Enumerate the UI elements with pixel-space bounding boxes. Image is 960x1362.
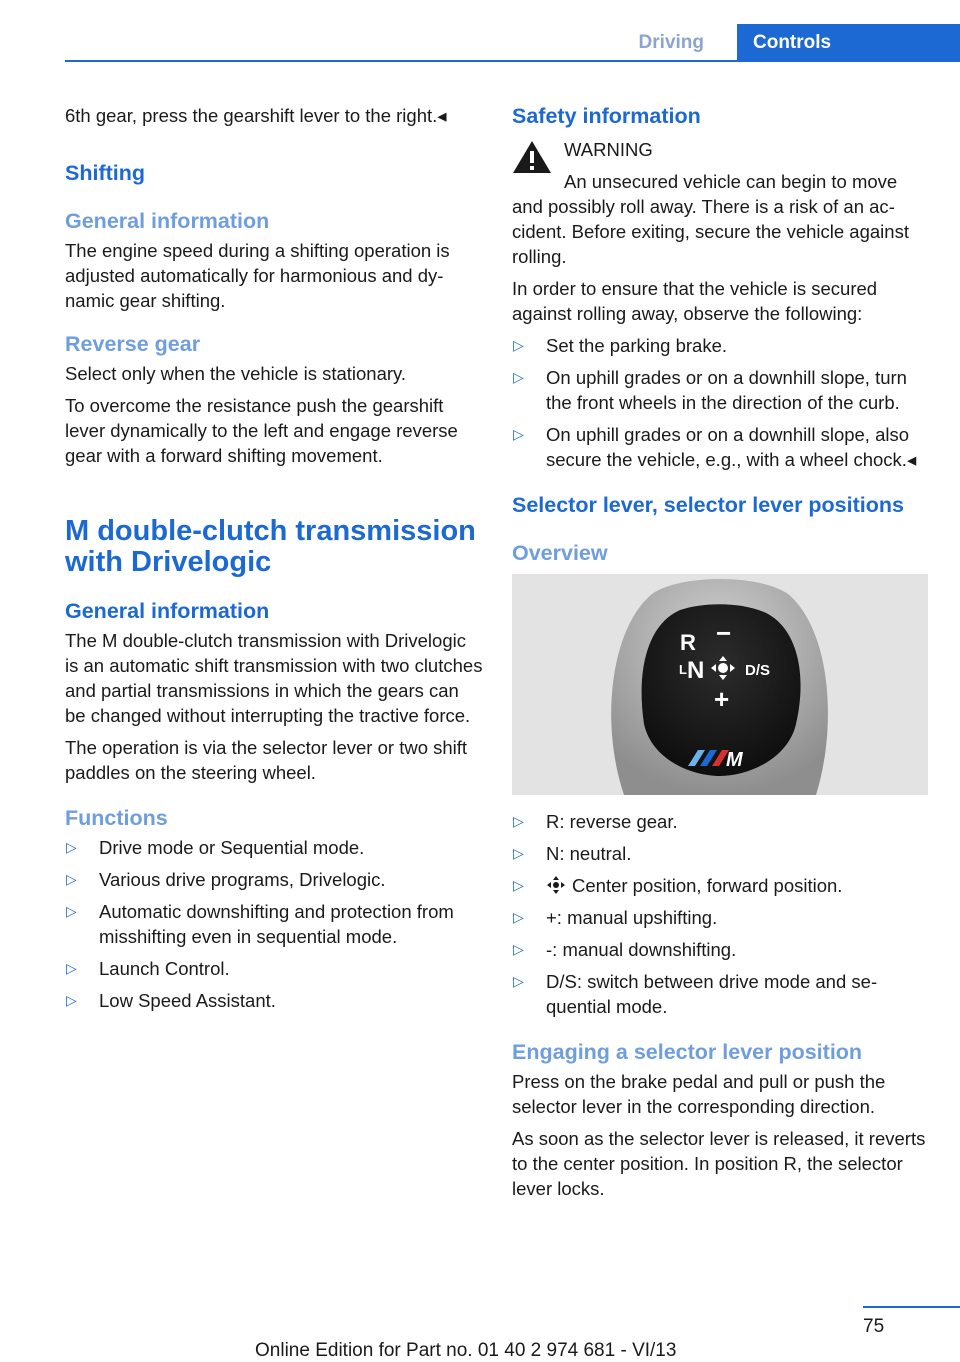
center-position-icon xyxy=(546,876,566,894)
warning-block xyxy=(512,137,930,269)
heading-overview: Overview xyxy=(512,541,608,565)
heading-engaging: Engaging a selector lever position xyxy=(512,1040,863,1064)
triangle-bullet-icon: ▷ xyxy=(513,813,524,829)
triangle-bullet-icon: ▷ xyxy=(513,973,524,989)
svg-text:M: M xyxy=(726,749,743,771)
triangle-bullet-icon: ▷ xyxy=(513,845,524,861)
list-item: ▷ On uphill grades or on a downhill slope, also secure the vehicle, e.g., with a wheel chock.◂ xyxy=(513,424,917,470)
general-information-2-text-b: The operation is via the selector lever or two shift paddles on the steering wheel. xyxy=(65,737,468,783)
warning-text: An unsecured vehicle can begin to move and possibly roll away. There is a risk of an accident. Before exiting, secure the vehicle against rolling. xyxy=(512,171,909,267)
engaging-text-2: As soon as the selector lever is released, it reverts to the center position. In position R, the selector lever locks. xyxy=(512,1128,926,1199)
selector-lever-illustration xyxy=(512,574,928,795)
ensure-paragraph: In order to ensure that the vehicle is secured against rolling away, observe the following: xyxy=(512,278,878,324)
triangle-bullet-icon: ▷ xyxy=(513,369,524,385)
heading-general-information-1: General information xyxy=(65,209,270,233)
triangle-bullet-icon: ▷ xyxy=(513,877,524,893)
list-item: ▷ Drive mode or Sequential mode. xyxy=(66,837,365,858)
list-item: ▷ Center position, forward position. xyxy=(513,875,843,896)
triangle-bullet-icon: ▷ xyxy=(513,941,524,957)
list-item: ▷ -: manual downshifting. xyxy=(513,939,737,960)
list-item: ▷ N: neutral. xyxy=(513,843,632,864)
footer-rule xyxy=(863,1306,960,1308)
selector-lever-image xyxy=(512,574,928,795)
knob-label-l: L xyxy=(679,662,687,677)
knob-label-minus: − xyxy=(716,618,732,648)
functions-list xyxy=(65,835,483,1013)
list-item: ▷ R: reverse gear. xyxy=(513,811,678,832)
list-item: ▷ Various drive programs, Drivelogic. xyxy=(66,869,386,890)
header-rule xyxy=(65,60,960,62)
heading-reverse-gear: Reverse gear xyxy=(65,332,201,356)
heading-functions: Functions xyxy=(65,806,168,830)
list-item: ▷ Launch Control. xyxy=(66,958,230,979)
reverse-gear-text-1: Select only when the vehicle is stationary. xyxy=(65,363,407,384)
general-information-2-text-a: The M double-clutch transmission with Drivelogic is an automatic shift transmission with two clutches and partial transmissions in which the gears can be changed without interrupting the tractive force. xyxy=(65,630,483,726)
page-number: 75 xyxy=(863,1316,885,1337)
heading-shifting: Shifting xyxy=(65,161,146,185)
tab-controls[interactable]: Controls xyxy=(737,24,960,62)
list-item: ▷ Low Speed Assistant. xyxy=(66,990,276,1011)
triangle-bullet-icon: ▷ xyxy=(66,871,77,887)
triangle-bullet-icon: ▷ xyxy=(66,839,77,855)
list-item: ▷ On uphill grades or on a downhill slope, turn the front wheels in the direction of the curb. xyxy=(513,367,907,413)
knob-label-r: R xyxy=(680,630,696,655)
heading-safety-information: Safety information xyxy=(512,104,701,128)
page-header xyxy=(0,0,960,62)
reverse-gear-text-2: To overcome the resistance push the gearshift lever dynamically to the left and engage reverse gear with a forward shifting movement. xyxy=(65,395,458,466)
general-information-1-text: The engine speed during a shifting operation is adjusted automatically for harmonious and dynamic gear shifting. xyxy=(65,240,450,311)
triangle-bullet-icon: ▷ xyxy=(66,903,77,919)
knob-label-ds: D/S xyxy=(745,662,771,679)
triangle-bullet-icon: ▷ xyxy=(513,337,524,353)
knob-label-n: N xyxy=(687,657,705,684)
knob-label-plus: + xyxy=(714,684,730,714)
heading-general-information-2: General information xyxy=(65,599,270,623)
left-column xyxy=(65,100,483,1020)
list-item: ▷ +: manual upshifting. xyxy=(513,907,718,928)
edition-note: Online Edition for Part no. 01 40 2 974 681 - VI/13 xyxy=(255,1340,677,1361)
heading-m-double-clutch: M double-clutch transmission with Drivelogic xyxy=(65,515,476,578)
triangle-bullet-icon: ▷ xyxy=(513,426,524,442)
triangle-bullet-icon: ▷ xyxy=(66,960,77,976)
right-column xyxy=(512,100,930,1208)
list-item: ▷ D/S: switch between drive mode and sequential mode. xyxy=(513,971,878,1017)
warning-triangle-icon xyxy=(512,139,552,175)
safety-list xyxy=(512,333,930,472)
triangle-bullet-icon: ▷ xyxy=(513,909,524,925)
warning-title: WARNING xyxy=(564,139,653,160)
positions-list xyxy=(512,809,930,1019)
continued-paragraph: 6th gear, press the gearshift lever to the right.◂ xyxy=(65,105,447,126)
engaging-text-1: Press on the brake pedal and pull or push the selector lever in the corresponding direction. xyxy=(512,1071,886,1117)
heading-selector-lever: Selector lever, selector lever positions xyxy=(512,493,904,517)
list-item: ▷ Set the parking brake. xyxy=(513,335,727,356)
triangle-bullet-icon: ▷ xyxy=(66,992,77,1008)
tab-driving[interactable]: Driving xyxy=(638,32,704,53)
list-item: ▷ Automatic downshifting and protection from misshifting even in sequential mode. xyxy=(66,901,454,947)
